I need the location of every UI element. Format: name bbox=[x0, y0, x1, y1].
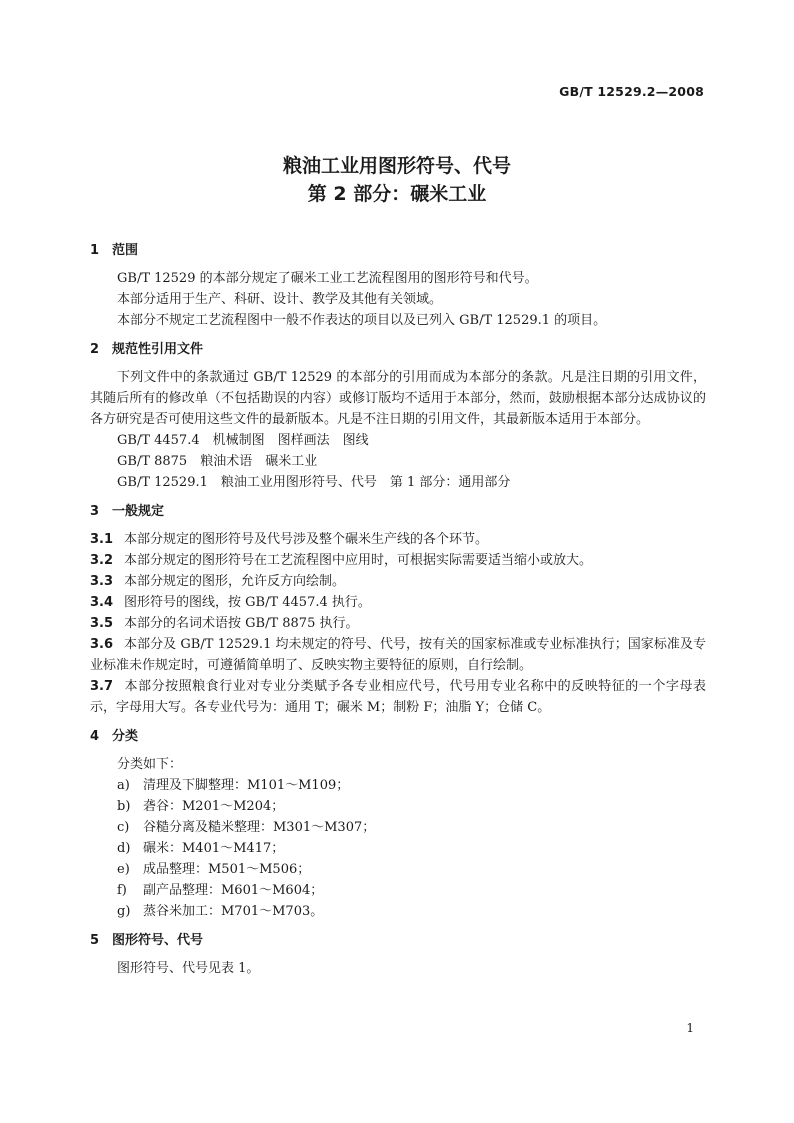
list-item-label: a) bbox=[117, 778, 130, 793]
document-body bbox=[90, 240, 706, 979]
section-number: 4 bbox=[90, 729, 100, 744]
section-title: 规范性引用文件 bbox=[112, 342, 204, 357]
document-title: 粮油工业用图形符号、代号 bbox=[282, 155, 511, 177]
section-heading bbox=[90, 501, 706, 522]
list-item-label: d) bbox=[117, 841, 131, 856]
clause-text: 本部分的名词术语按 GB/T 8875 执行。 bbox=[124, 616, 359, 631]
clause-text: 本部分及 GB/T 12529.1 均未规定的符号、代号，按有关的国家标准或专业标准执行；国家标准及专业标准未作规定时，可遵循简单明了、反映实物主要特征的原则，自行绘制。 bbox=[90, 637, 706, 673]
section-heading bbox=[90, 240, 706, 261]
page-number: 1 bbox=[686, 1021, 694, 1035]
clause-number: 3.4 bbox=[90, 595, 114, 610]
section-title: 分类 bbox=[112, 729, 139, 744]
list-item bbox=[90, 838, 706, 859]
list-item-label: f) bbox=[117, 883, 127, 898]
clause bbox=[90, 571, 706, 592]
section-title: 图形符号、代号 bbox=[112, 933, 204, 948]
list-item-label: b) bbox=[117, 799, 131, 814]
section-heading bbox=[90, 339, 706, 360]
list-item-text: 砻谷：M201～M204； bbox=[143, 799, 285, 814]
section-heading bbox=[90, 726, 706, 747]
document-subtitle: 第 2 部分：碾米工业 bbox=[307, 183, 487, 205]
paragraph: 下列文件中的条款通过 GB/T 12529 的本部分的引用而成为本部分的条款。凡是注日期的引用文件，其随后所有的修改单（不包括勘误的内容）或修订版均不适用于本部分，然而，鼓励根据本部分达成协议的各方研究是否可使用这些文件的最新版本。凡是不注日期的引用文件，其最新版本适用于本部分。 bbox=[90, 370, 706, 427]
section-heading bbox=[90, 930, 706, 951]
list-item-text: 清理及下脚整理：M101～M109； bbox=[143, 778, 350, 793]
clause-number: 3.6 bbox=[90, 637, 114, 652]
list-item-text: 副产品整理：M601～M604； bbox=[143, 883, 324, 898]
reference-item: GB/T 8875 粮油术语 碾米工业 bbox=[117, 454, 318, 469]
list-item-label: g) bbox=[117, 904, 131, 919]
list-item-text: 谷糙分离及糙米整理：M301～M307； bbox=[143, 820, 376, 835]
clause-text: 图形符号的图线，按 GB/T 4457.4 执行。 bbox=[124, 595, 371, 610]
clause-number: 3.1 bbox=[90, 532, 114, 547]
clause-number: 3.3 bbox=[90, 574, 114, 589]
paragraph: 本部分适用于生产、科研、设计、教学及其他有关领域。 bbox=[117, 292, 443, 307]
list-item-text: 蒸谷米加工：M701～M703。 bbox=[143, 904, 324, 919]
section-title: 一般规定 bbox=[112, 504, 165, 519]
clause bbox=[90, 529, 706, 550]
clause bbox=[90, 634, 706, 676]
clause bbox=[90, 613, 706, 634]
list-item bbox=[90, 901, 706, 922]
list-item-text: 成品整理：M501～M506； bbox=[143, 862, 311, 877]
standard-code: GB/T 12529.2—2008 bbox=[559, 84, 704, 99]
reference-item: GB/T 12529.1 粮油工业用图形符号、代号 第 1 部分：通用部分 bbox=[117, 475, 511, 490]
clause bbox=[90, 676, 706, 718]
paragraph: 分类如下： bbox=[117, 757, 183, 772]
list-item-label: e) bbox=[117, 862, 130, 877]
clause-number: 3.7 bbox=[90, 679, 114, 694]
list-item bbox=[90, 796, 706, 817]
clause bbox=[90, 550, 706, 571]
clause bbox=[90, 592, 706, 613]
paragraph: 图形符号、代号见表 1。 bbox=[117, 961, 260, 976]
clause-text: 本部分规定的图形，允许反方向绘制。 bbox=[124, 574, 346, 589]
list-item-label: c) bbox=[117, 820, 130, 835]
clause-number: 3.5 bbox=[90, 616, 114, 631]
list-item bbox=[90, 817, 706, 838]
list-item bbox=[90, 880, 706, 901]
clause-text: 本部分规定的图形符号在工艺流程图中应用时，可根据实际需要适当缩小或放大。 bbox=[124, 553, 593, 568]
clause-text: 本部分按照粮食行业对专业分类赋予各专业相应代号，代号用专业名称中的反映特征的一个字母表示，字母用大写。各专业代号为：通用 T；碾米 M；制粉 F；油脂 Y；仓储 C。 bbox=[90, 679, 706, 715]
section-title: 范围 bbox=[112, 243, 139, 258]
paragraph: 本部分不规定工艺流程图中一般不作表达的项目以及已列入 GB/T 12529.1 的项目。 bbox=[117, 313, 607, 328]
clause-number: 3.2 bbox=[90, 553, 114, 568]
clause-text: 本部分规定的图形符号及代号涉及整个碾米生产线的各个环节。 bbox=[124, 532, 489, 547]
list-item bbox=[90, 775, 706, 796]
list-item-text: 碾米：M401～M417； bbox=[143, 841, 285, 856]
list-item bbox=[90, 859, 706, 880]
section-number: 3 bbox=[90, 504, 100, 519]
section-number: 5 bbox=[90, 933, 100, 948]
paragraph: GB/T 12529 的本部分规定了碾米工业工艺流程图用的图形符号和代号。 bbox=[117, 271, 538, 286]
section-number: 2 bbox=[90, 342, 100, 357]
reference-item: GB/T 4457.4 机械制图 图样画法 图线 bbox=[117, 433, 369, 448]
section-number: 1 bbox=[90, 243, 100, 258]
